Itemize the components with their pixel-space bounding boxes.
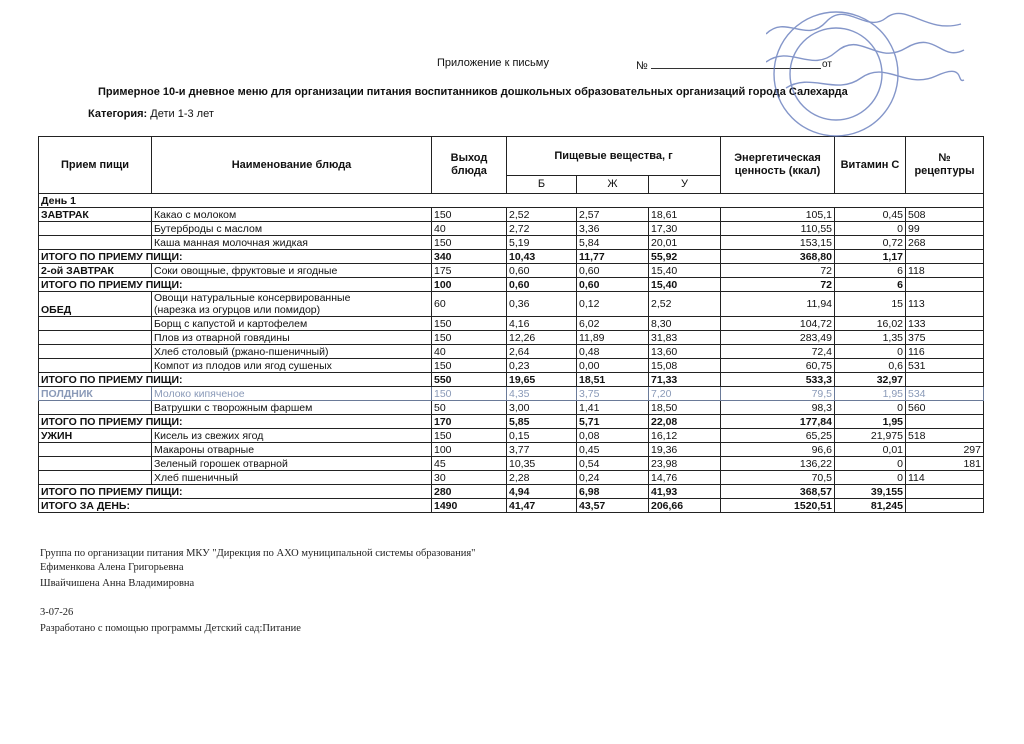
recipe-cell	[906, 278, 984, 292]
vitc-cell: 6	[835, 264, 906, 278]
table-row	[39, 359, 984, 373]
page-title: Примерное 10-и дневное меню для организации питания воспитанников дошкольных образовательных организаций города Салехарда	[98, 86, 848, 98]
vitc-cell: 0,45	[835, 208, 906, 222]
carb-cell: 41,93	[649, 485, 721, 499]
fat-cell: 0,45	[577, 443, 649, 457]
header-zh: Ж	[577, 176, 649, 194]
yield-cell: 150	[432, 236, 507, 250]
header-meal: Прием пищи	[39, 137, 152, 194]
meal-cell: ЗАВТРАК	[39, 208, 152, 222]
protein-cell: 12,26	[507, 331, 577, 345]
meal-cell	[39, 331, 152, 345]
recipe-cell: 508	[906, 208, 984, 222]
recipe-cell: 114	[906, 471, 984, 485]
recipe-cell: 118	[906, 264, 984, 278]
recipe-cell	[906, 373, 984, 387]
appendix-label: Приложение к письму	[437, 57, 549, 69]
yield-cell: 45	[432, 457, 507, 471]
fat-cell: 0,00	[577, 359, 649, 373]
fat-cell: 11,89	[577, 331, 649, 345]
footer-code: 3-07-26	[40, 607, 74, 618]
number-label: №	[636, 60, 648, 72]
protein-cell: 2,64	[507, 345, 577, 359]
dish-line-1: Овощи натуральные консервированные	[154, 292, 351, 304]
table-row	[39, 331, 984, 345]
total-label: ИТОГО ПО ПРИЕМУ ПИЩИ:	[39, 250, 432, 264]
vitc-cell: 0,6	[835, 359, 906, 373]
yield-cell: 150	[432, 429, 507, 443]
day-row	[39, 194, 984, 208]
fat-cell: 0,60	[577, 264, 649, 278]
menu-table	[38, 136, 984, 513]
carb-cell: 22,08	[649, 415, 721, 429]
energy-cell: 533,3	[721, 373, 835, 387]
vitc-cell: 6	[835, 278, 906, 292]
carb-cell: 23,98	[649, 457, 721, 471]
dish-cell: Бутерброды с маслом	[152, 222, 432, 236]
dish-cell: Соки овощные, фруктовые и ягодные	[152, 264, 432, 278]
table-row	[39, 401, 984, 415]
energy-cell: 153,15	[721, 236, 835, 250]
protein-cell: 0,36	[507, 292, 577, 317]
total-row	[39, 373, 984, 387]
total-label: ИТОГО ПО ПРИЕМУ ПИЩИ:	[39, 373, 432, 387]
carb-cell: 17,30	[649, 222, 721, 236]
meal-cell: ПОЛДНИК	[39, 387, 152, 401]
yield-cell: 175	[432, 264, 507, 278]
meal-cell	[39, 359, 152, 373]
recipe-cell: 297	[906, 443, 984, 457]
energy-cell: 104,72	[721, 317, 835, 331]
yield-cell: 50	[432, 401, 507, 415]
table-row	[39, 387, 984, 401]
header-nutrients: Пищевые вещества, г	[507, 137, 721, 176]
vitc-cell: 0	[835, 401, 906, 415]
footer-person2: Швайчишена Анна Владимировна	[40, 578, 195, 589]
recipe-cell	[906, 250, 984, 264]
day-label: День 1	[39, 194, 984, 208]
vitc-cell: 1,35	[835, 331, 906, 345]
carb-cell: 15,40	[649, 264, 721, 278]
vitc-cell: 0,72	[835, 236, 906, 250]
fat-cell: 3,36	[577, 222, 649, 236]
vitc-cell: 1,95	[835, 387, 906, 401]
yield-cell: 150	[432, 387, 507, 401]
dish-cell: Каша манная молочная жидкая	[152, 236, 432, 250]
vitc-cell: 32,97	[835, 373, 906, 387]
protein-cell: 0,60	[507, 264, 577, 278]
dish-cell: Ватрушки с творожным фаршем	[152, 401, 432, 415]
meal-cell	[39, 443, 152, 457]
protein-cell: 5,85	[507, 415, 577, 429]
protein-cell: 41,47	[507, 499, 577, 513]
yield-cell: 170	[432, 415, 507, 429]
dish-cell: Компот из плодов или ягод сушеных	[152, 359, 432, 373]
energy-cell: 60,75	[721, 359, 835, 373]
yield-cell: 1490	[432, 499, 507, 513]
fat-cell: 6,98	[577, 485, 649, 499]
fat-cell: 3,75	[577, 387, 649, 401]
dish-cell: Борщ с капустой и картофелем	[152, 317, 432, 331]
vitc-cell: 0	[835, 471, 906, 485]
protein-cell: 0,15	[507, 429, 577, 443]
protein-cell: 19,65	[507, 373, 577, 387]
total-row	[39, 499, 984, 513]
meal-cell	[39, 236, 152, 250]
carb-cell: 20,01	[649, 236, 721, 250]
yield-cell: 40	[432, 345, 507, 359]
yield-cell: 100	[432, 278, 507, 292]
fat-cell: 1,41	[577, 401, 649, 415]
table-row	[39, 471, 984, 485]
dish-cell	[152, 292, 432, 317]
energy-cell: 110,55	[721, 222, 835, 236]
table-row	[39, 222, 984, 236]
protein-cell: 4,35	[507, 387, 577, 401]
fat-cell: 18,51	[577, 373, 649, 387]
energy-cell: 98,3	[721, 401, 835, 415]
recipe-cell: 116	[906, 345, 984, 359]
energy-cell: 65,25	[721, 429, 835, 443]
recipe-cell	[906, 415, 984, 429]
meal-cell	[39, 317, 152, 331]
meal-cell	[39, 401, 152, 415]
table-row	[39, 208, 984, 222]
protein-cell: 10,43	[507, 250, 577, 264]
energy-cell: 177,84	[721, 415, 835, 429]
category	[88, 108, 214, 120]
fat-cell: 43,57	[577, 499, 649, 513]
vitc-cell: 39,155	[835, 485, 906, 499]
fat-cell: 0,24	[577, 471, 649, 485]
yield-cell: 550	[432, 373, 507, 387]
table-row	[39, 429, 984, 443]
energy-cell: 283,49	[721, 331, 835, 345]
carb-cell: 13,60	[649, 345, 721, 359]
energy-cell: 70,5	[721, 471, 835, 485]
dish-cell: Хлеб пшеничный	[152, 471, 432, 485]
carb-cell: 18,61	[649, 208, 721, 222]
fat-cell: 6,02	[577, 317, 649, 331]
fat-cell: 0,54	[577, 457, 649, 471]
fat-cell: 2,57	[577, 208, 649, 222]
table-row	[39, 317, 984, 331]
carb-cell: 19,36	[649, 443, 721, 457]
total-row	[39, 485, 984, 499]
energy-cell: 368,80	[721, 250, 835, 264]
dish-cell: Хлеб столовый (ржано-пшеничный)	[152, 345, 432, 359]
yield-cell: 280	[432, 485, 507, 499]
recipe-cell: 560	[906, 401, 984, 415]
stamp-outer-circle	[774, 12, 898, 136]
total-label: ИТОГО ЗА ДЕНЬ:	[39, 499, 432, 513]
energy-cell: 79,5	[721, 387, 835, 401]
recipe-cell: 113	[906, 292, 984, 317]
protein-cell: 2,52	[507, 208, 577, 222]
carb-cell: 55,92	[649, 250, 721, 264]
header-u: У	[649, 176, 721, 194]
table-row	[39, 292, 984, 317]
vitc-cell: 0	[835, 222, 906, 236]
category-value: Дети 1-3 лет	[150, 108, 214, 120]
dish-cell: Зеленый горошек отварной	[152, 457, 432, 471]
total-row	[39, 415, 984, 429]
header-recipe: № рецептуры	[906, 137, 984, 194]
protein-cell: 10,35	[507, 457, 577, 471]
recipe-cell: 268	[906, 236, 984, 250]
recipe-cell: 133	[906, 317, 984, 331]
carb-cell: 31,83	[649, 331, 721, 345]
energy-cell: 72	[721, 278, 835, 292]
header-b: Б	[507, 176, 577, 194]
energy-cell: 105,1	[721, 208, 835, 222]
carb-cell: 2,52	[649, 292, 721, 317]
fat-cell: 0,12	[577, 292, 649, 317]
recipe-cell: 181	[906, 457, 984, 471]
table-row	[39, 457, 984, 471]
recipe-cell: 99	[906, 222, 984, 236]
total-row	[39, 250, 984, 264]
protein-cell: 2,28	[507, 471, 577, 485]
yield-cell: 100	[432, 443, 507, 457]
dish-cell: Какао с молоком	[152, 208, 432, 222]
energy-cell: 136,22	[721, 457, 835, 471]
category-label: Категория:	[88, 108, 148, 120]
carb-cell: 16,12	[649, 429, 721, 443]
carb-cell: 206,66	[649, 499, 721, 513]
recipe-cell	[906, 499, 984, 513]
letter-number	[636, 57, 821, 72]
yield-cell: 340	[432, 250, 507, 264]
carb-cell: 8,30	[649, 317, 721, 331]
stamp-inner-circle	[790, 28, 882, 120]
table-row	[39, 264, 984, 278]
energy-cell: 72	[721, 264, 835, 278]
meal-cell: УЖИН	[39, 429, 152, 443]
vitc-cell: 0,01	[835, 443, 906, 457]
yield-cell: 60	[432, 292, 507, 317]
protein-cell: 0,23	[507, 359, 577, 373]
vitc-cell: 0	[835, 457, 906, 471]
header-yield: Выход блюда	[432, 137, 507, 194]
meal-cell	[39, 457, 152, 471]
protein-cell: 5,19	[507, 236, 577, 250]
yield-cell: 150	[432, 208, 507, 222]
carb-cell: 71,33	[649, 373, 721, 387]
fat-cell: 11,77	[577, 250, 649, 264]
carb-cell: 15,08	[649, 359, 721, 373]
meal-cell	[39, 471, 152, 485]
vitc-cell: 1,95	[835, 415, 906, 429]
meal-cell: ОБЕД	[39, 292, 152, 317]
header-dish: Наименование блюда	[152, 137, 432, 194]
vitc-cell: 16,02	[835, 317, 906, 331]
energy-cell: 368,57	[721, 485, 835, 499]
carb-cell: 14,76	[649, 471, 721, 485]
recipe-cell: 518	[906, 429, 984, 443]
header-vitc: Витамин С	[835, 137, 906, 194]
signature-stroke-1	[766, 13, 961, 34]
total-label: ИТОГО ПО ПРИЕМУ ПИЩИ:	[39, 278, 432, 292]
meal-cell	[39, 345, 152, 359]
protein-cell: 3,77	[507, 443, 577, 457]
table-row	[39, 443, 984, 457]
protein-cell: 4,94	[507, 485, 577, 499]
vitc-cell: 1,17	[835, 250, 906, 264]
recipe-cell: 534	[906, 387, 984, 401]
meal-cell	[39, 222, 152, 236]
recipe-cell	[906, 485, 984, 499]
footer-developed: Разработано с помощью программы Детский сад:Питание	[40, 623, 301, 634]
protein-cell: 4,16	[507, 317, 577, 331]
yield-cell: 150	[432, 359, 507, 373]
carb-cell: 18,50	[649, 401, 721, 415]
protein-cell: 3,00	[507, 401, 577, 415]
recipe-cell: 375	[906, 331, 984, 345]
meal-cell: 2-ой ЗАВТРАК	[39, 264, 152, 278]
official-stamp	[766, 4, 966, 154]
footer-person1: Ефименкова Алена Григорьевна	[40, 562, 184, 573]
total-label: ИТОГО ПО ПРИЕМУ ПИЩИ:	[39, 415, 432, 429]
header-energy: Энергетическая ценность (ккал)	[721, 137, 835, 194]
footer-org: Группа по организации питания МКУ "Дирекция по АХО муниципальной системы образования"	[40, 548, 476, 559]
total-row	[39, 278, 984, 292]
fat-cell: 0,48	[577, 345, 649, 359]
fat-cell: 5,71	[577, 415, 649, 429]
total-label: ИТОГО ПО ПРИЕМУ ПИЩИ:	[39, 485, 432, 499]
protein-cell: 2,72	[507, 222, 577, 236]
table-row	[39, 236, 984, 250]
fat-cell: 0,08	[577, 429, 649, 443]
dish-line-2: (нарезка из огурцов или помидор)	[154, 304, 321, 316]
vitc-cell: 0	[835, 345, 906, 359]
dish-cell: Кисель из свежих ягод	[152, 429, 432, 443]
number-line	[651, 57, 821, 69]
vitc-cell: 15	[835, 292, 906, 317]
vitc-cell: 81,245	[835, 499, 906, 513]
carb-cell: 15,40	[649, 278, 721, 292]
vitc-cell: 21,975	[835, 429, 906, 443]
dish-cell: Макароны отварные	[152, 443, 432, 457]
dish-cell: Молоко кипяченое	[152, 387, 432, 401]
carb-cell: 7,20	[649, 387, 721, 401]
energy-cell: 96,6	[721, 443, 835, 457]
yield-cell: 150	[432, 331, 507, 345]
dish-cell: Плов из отварной говядины	[152, 331, 432, 345]
recipe-cell: 531	[906, 359, 984, 373]
date-label: от	[822, 59, 832, 70]
menu-body	[39, 194, 984, 513]
energy-cell: 72,4	[721, 345, 835, 359]
yield-cell: 150	[432, 317, 507, 331]
energy-cell: 11,94	[721, 292, 835, 317]
energy-cell: 1520,51	[721, 499, 835, 513]
fat-cell: 5,84	[577, 236, 649, 250]
protein-cell: 0,60	[507, 278, 577, 292]
fat-cell: 0,60	[577, 278, 649, 292]
yield-cell: 40	[432, 222, 507, 236]
table-row	[39, 345, 984, 359]
yield-cell: 30	[432, 471, 507, 485]
